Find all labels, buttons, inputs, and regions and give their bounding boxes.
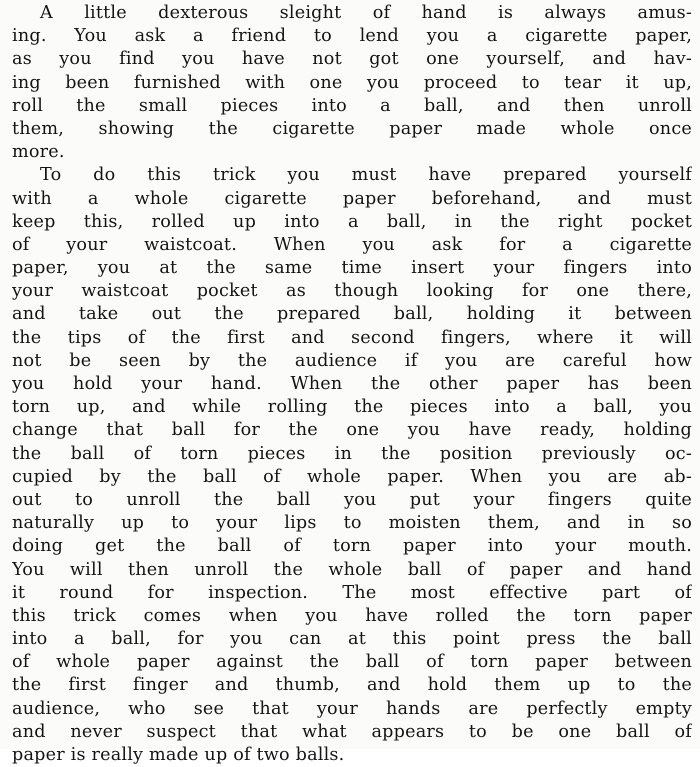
text-line: you hold your hand. When the other paper has been	[12, 374, 692, 394]
text-line: and never suspect that what appears to be one ball of	[12, 721, 692, 742]
text-line: audience, who see that your hands are perfectly empty	[12, 698, 692, 719]
text-line: not be seen by the audience if you are careful how	[12, 350, 692, 371]
text-line: as you find you have not got one yourself, and hav-	[12, 49, 692, 70]
text-line: more.	[12, 142, 65, 163]
text-line: and take out the prepared ball, holding it between	[12, 304, 692, 325]
text-line: your waistcoat pocket as though looking for one there,	[12, 281, 692, 302]
text-line: ing been furnished with one you proceed to tear it up,	[12, 72, 692, 93]
paragraph-2	[12, 164, 692, 767]
paragraph-1	[12, 2, 692, 164]
text-line: this trick comes when you have rolled the torn paper	[12, 605, 692, 626]
text-line: of your waistcoat. When you ask for a cigarette	[12, 234, 692, 255]
text-line: keep this, rolled up into a ball, in the right pocket	[12, 211, 692, 232]
text-line: torn up, and while rolling the pieces into a ball, you	[12, 397, 692, 418]
text-line: You will then unroll the whole ball of paper and hand	[12, 559, 692, 580]
text-line: with a whole cigarette paper beforehand, and must	[12, 188, 692, 209]
text-line: the tips of the first and second fingers, where it will	[12, 327, 692, 348]
text-line: ing. You ask a friend to lend you a cigarette paper,	[12, 26, 692, 47]
text-line: doing get the ball of torn paper into your mouth.	[12, 536, 692, 557]
text-line: To do this trick you must have prepared yourself	[40, 165, 692, 186]
text-line: naturally up to your lips to moisten them, and in so	[12, 513, 692, 534]
text-line: of whole paper against the ball of torn paper between	[12, 652, 692, 673]
text-line: them, showing the cigarette paper made whole once	[12, 118, 692, 139]
text-line: out to unroll the ball you put your fingers quite	[12, 489, 692, 510]
text-line: into a ball, for you can at this point press the ball	[12, 629, 692, 650]
text-line: the first finger and thumb, and hold them up to the	[12, 675, 692, 696]
text-line: paper is really made up of two balls.	[12, 745, 345, 765]
text-line: it round for inspection. The most effective part of	[12, 582, 692, 603]
text-line: change that ball for the one you have ready, holding	[12, 420, 692, 441]
text-line: paper, you at the same time insert your fingers into	[12, 258, 692, 279]
text-line: A little dexterous sleight of hand is always amus-	[40, 3, 692, 23]
text-line: the ball of torn pieces in the position previously oc-	[12, 443, 692, 464]
text-line: cupied by the ball of whole paper. When you are ab-	[12, 466, 692, 487]
text-line: roll the small pieces into a ball, and then unroll	[12, 95, 692, 116]
